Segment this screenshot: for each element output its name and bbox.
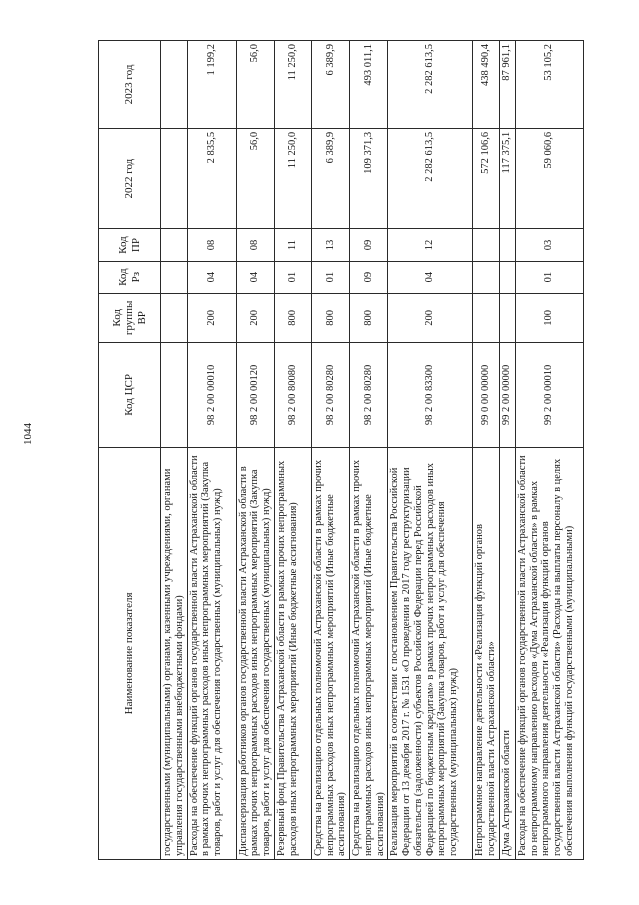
cell-2022: 56,0 — [236, 128, 274, 229]
cell-pr — [499, 229, 515, 261]
header-rz: Код Рз — [99, 261, 161, 293]
cell-name: Диспансеризация работников органов государственной власти Астраханской области в рамках прочих непрограммных расходов иных непрограммных мероприятий (Закупка товаров, работ и услуг для обеспечения государственных (муниципальных) нужд) — [236, 447, 274, 859]
cell-pr: 13 — [311, 229, 349, 261]
table-row — [473, 41, 500, 860]
cell-vr — [161, 293, 188, 342]
cell-csr: 99 2 00 00000 — [499, 342, 515, 447]
table-row — [515, 41, 583, 860]
cell-rz — [161, 261, 188, 293]
cell-2023: 1 199,2 — [187, 41, 236, 129]
cell-name: Дума Астраханской области — [499, 447, 515, 859]
cell-vr: 800 — [311, 293, 349, 342]
table-row — [274, 41, 311, 860]
cell-pr — [473, 229, 500, 261]
budget-table — [98, 40, 584, 860]
cell-2022: 572 106,6 — [473, 128, 500, 229]
cell-pr: 08 — [187, 229, 236, 261]
cell-rz: 01 — [311, 261, 349, 293]
table-row — [161, 41, 188, 860]
cell-name: Средства на реализацию отдельных полномочий Астраханской области в рамках прочих непрограммных расходов иных непрограммных мероприятий (Иные бюджетные ассигнования) — [311, 447, 349, 859]
cell-pr: 11 — [274, 229, 311, 261]
table-header-row — [99, 41, 161, 860]
cell-rz: 04 — [388, 261, 473, 293]
header-name: Наименование показателя — [99, 447, 161, 859]
cell-csr: 98 2 00 00010 — [187, 342, 236, 447]
budget-table-rotated — [98, 40, 583, 860]
cell-rz: 04 — [187, 261, 236, 293]
cell-csr — [161, 342, 188, 447]
cell-rz: 04 — [236, 261, 274, 293]
cell-name: Расходы на обеспечение функций органов государственной власти Астраханской области в рамках прочих непрограммных расходов иных непрограммных мероприятий (Закупка товаров, работ и услуг для обеспечения государственных (муниципальных) нужд) — [187, 447, 236, 859]
cell-2022: 11 250,0 — [274, 128, 311, 229]
table-row — [311, 41, 349, 860]
cell-vr: 800 — [350, 293, 388, 342]
cell-2023: 56,0 — [236, 41, 274, 129]
header-2022: 2022 год — [99, 128, 161, 229]
cell-name: Непрограммное направление деятельности «Реализация функций органов государственной власти Астраханской области» — [473, 447, 500, 859]
cell-rz: 01 — [274, 261, 311, 293]
cell-rz — [499, 261, 515, 293]
header-csr: Код ЦСР — [99, 342, 161, 447]
cell-pr: 03 — [515, 229, 583, 261]
cell-2022: 6 389,9 — [311, 128, 349, 229]
cell-2023: 11 250,0 — [274, 41, 311, 129]
cell-2023: 6 389,9 — [311, 41, 349, 129]
cell-rz: 09 — [350, 261, 388, 293]
cell-vr — [473, 293, 500, 342]
cell-2023: 438 490,4 — [473, 41, 500, 129]
cell-name: Средства на реализацию отдельных полномочий Астраханской области в рамках прочих непрограммных расходов иных непрограммных мероприятий (Иные бюджетные ассигнования) — [350, 447, 388, 859]
cell-2023 — [161, 41, 188, 129]
cell-2022: 117 375,1 — [499, 128, 515, 229]
cell-pr: 09 — [350, 229, 388, 261]
header-pr: Код ПР — [99, 229, 161, 261]
cell-pr — [161, 229, 188, 261]
page-number: 1044 — [22, 423, 34, 445]
cell-rz — [473, 261, 500, 293]
cell-csr: 99 0 00 00000 — [473, 342, 500, 447]
cell-csr: 98 2 00 80280 — [311, 342, 349, 447]
cell-csr: 99 2 00 00010 — [515, 342, 583, 447]
cell-vr: 200 — [187, 293, 236, 342]
table-row — [187, 41, 236, 860]
cell-pr: 08 — [236, 229, 274, 261]
cell-vr — [499, 293, 515, 342]
cell-name: Резервный фонд Правительства Астраханской области в рамках прочих непрограммных расходов иных непрограммных мероприятий (Иные бюджетные ассигнования) — [274, 447, 311, 859]
cell-2022 — [161, 128, 188, 229]
cell-vr: 200 — [388, 293, 473, 342]
cell-name: Расходы на обеспечение функций органов государственной власти Астраханской области по непрограммному направлению расходов «Дума Астраханской области» в рамках непрограммного направления деятельности «Реализация функций органов государственной власти Астраханской области» (Расходы на выплаты персоналу в целях обеспечения выполнения функций государственными (муниципальными) — [515, 447, 583, 859]
cell-2022: 59 060,6 — [515, 128, 583, 229]
cell-2022: 2 835,5 — [187, 128, 236, 229]
table-row — [499, 41, 515, 860]
cell-name: государственными (муниципальными) органами, казенными учреждениями, органами управления государственными внебюджетными фондами) — [161, 447, 188, 859]
cell-csr: 98 2 00 00120 — [236, 342, 274, 447]
cell-2022: 109 371,3 — [350, 128, 388, 229]
cell-vr: 800 — [274, 293, 311, 342]
cell-csr: 98 2 00 80080 — [274, 342, 311, 447]
cell-pr: 12 — [388, 229, 473, 261]
cell-2023: 53 105,2 — [515, 41, 583, 129]
cell-name: Реализация мероприятий в соответствии с постановлением Правительства Российской Федерации от 13 декабря 2017 г. № 1531 «О проведении в 2017 году реструктуризации обязательств (задолженности) субъектов Российской Федерации перед Российской Федерацией по бюджетным кредитам» в рамках прочих непрограммных расходов иных непрограммных мероприятий (Закупка товаров, работ и услуг для обеспечения государственных (муниципальных) нужд) — [388, 447, 473, 859]
header-2023: 2023 год — [99, 41, 161, 129]
cell-2023: 87 961,1 — [499, 41, 515, 129]
header-vr: Код группы ВР — [99, 293, 161, 342]
table-row — [350, 41, 388, 860]
cell-csr: 98 2 00 80280 — [350, 342, 388, 447]
table-row — [388, 41, 473, 860]
cell-2023: 493 011,1 — [350, 41, 388, 129]
cell-csr: 98 2 00 83300 — [388, 342, 473, 447]
cell-vr: 200 — [236, 293, 274, 342]
cell-rz: 01 — [515, 261, 583, 293]
cell-2022: 2 282 613,5 — [388, 128, 473, 229]
cell-vr: 100 — [515, 293, 583, 342]
cell-2023: 2 282 613,5 — [388, 41, 473, 129]
table-row — [236, 41, 274, 860]
